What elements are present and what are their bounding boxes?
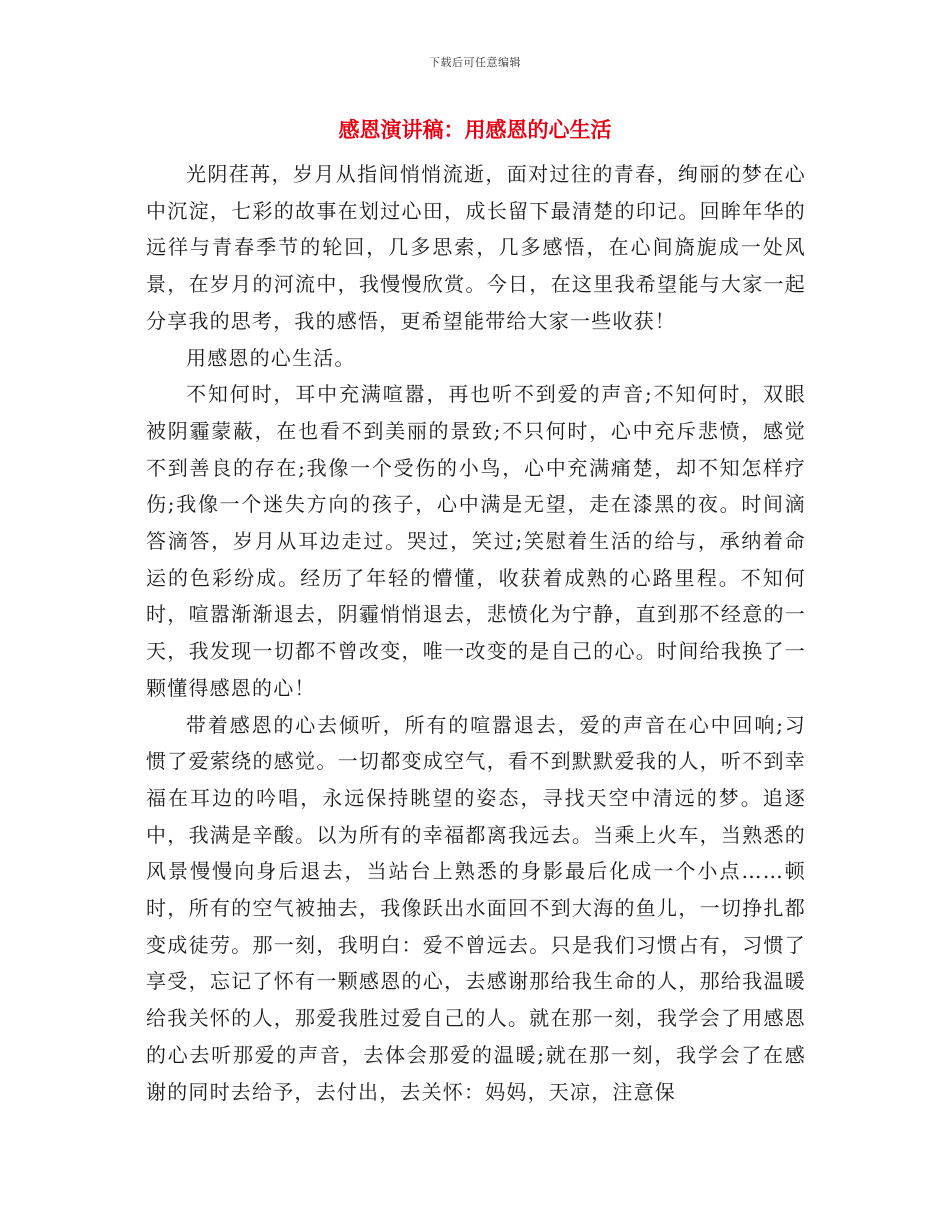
paragraph-intro: 光阴荏苒，岁月从指间悄悄流逝，面对过往的青春，绚丽的梦在心中沉淀，七彩的故事在划过心田，成长留下最清楚的印记。回眸年华的远徉与青春季节的轮回，几多思索，几多感悟，在心间旖旎成一处风景，在岁月的河流中，我慢慢欣赏。今日，在这里我希望能与大家一起分享我的思考，我的感悟，更希望能带给大家一些收获！ xyxy=(146,162,806,333)
document-body xyxy=(146,156,806,1110)
paragraph-reflection: 不知何时，耳中充满喧嚣，再也听不到爱的声音;不知何时，双眼被阴霾蒙蔽，在也看不到美丽的景致;不只何时，心中充斥悲愤，感觉不到善良的存在;我像一个受伤的小鸟，心中充满痛楚，却不知怎样疗伤;我像一个迷失方向的孩子，心中满是无望，走在漆黑的夜。时间滴答滴答，岁月从耳边走过。哭过，笑过;笑慰着生活的给与，承纳着命运的色彩纷成。经历了年轻的懵懂，收获着成熟的心路里程。不知何时，喧嚣渐渐退去，阴霾悄悄退去，悲愤化为宁静，直到那不经意的一天，我发现一切都不曾改变，唯一改变的是自己的心。时间给我换了一颗懂得感恩的心！ xyxy=(146,382,806,700)
page-title: 感恩演讲稿：用感恩的心生活 xyxy=(338,118,612,142)
header-note: 下载后可任意编辑 xyxy=(429,56,521,69)
paragraph-theme: 用感恩的心生活。 xyxy=(186,345,356,370)
paragraph-listening: 带着感恩的心去倾听，所有的喧嚣退去，爱的声音在心中回响;习惯了爱萦绕的感觉。一切都变成空气，看不到默默爱我的人，听不到幸福在耳边的吟唱，永远保持眺望的姿态，寻找天空中清远的梦。追逐中，我满是辛酸。以为所有的幸福都离我远去。当乘上火车，当熟悉的风景慢慢向身后退去，当站台上熟悉的身影最后化成一个小点……顿时，所有的空气被抽去，我像跃出水面回不到大海的鱼儿，一切挣扎都变成徒劳。那一刻，我明白：爱不曾远去。只是我们习惯占有，习惯了享受，忘记了怀有一颗感恩的心，去感谢那给我生命的人，那给我温暖给我关怀的人，那爱我胜过爱自己的人。就在那一刻，我学会了用感恩的心去听那爱的声音，去体会那爱的温暖;就在那一刻，我学会了在感谢的同时去给予，去付出，去关怀：妈妈，天凉，注意保 xyxy=(146,712,806,1104)
